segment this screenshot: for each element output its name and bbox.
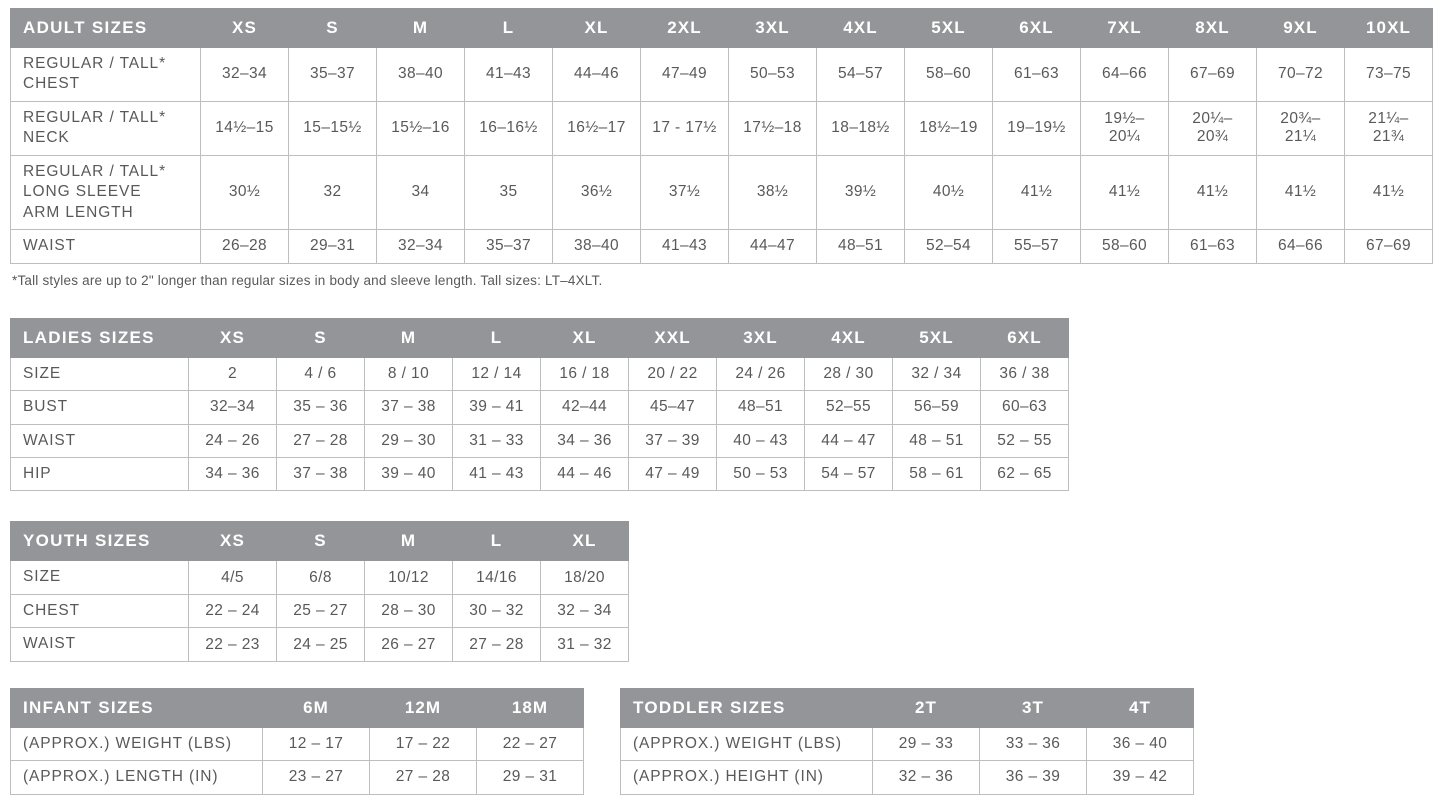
adult-cell-1-13: 21¼– 21¾ (1345, 101, 1433, 155)
youth-cell-1-4: 32 – 34 (541, 594, 629, 627)
adult-cell-2-5: 37½ (641, 155, 729, 229)
adult-col-9: 6XL (993, 9, 1081, 48)
youth-header-row (11, 522, 629, 561)
ladies-cell-0-1: 4 / 6 (277, 357, 365, 390)
ladies-cell-1-6: 48–51 (717, 391, 805, 424)
ladies-cell-3-0: 34 – 36 (189, 457, 277, 490)
ladies-col-1: S (277, 318, 365, 357)
youth-cell-2-4: 31 – 32 (541, 628, 629, 661)
ladies-cell-1-5: 45–47 (629, 391, 717, 424)
adult-cell-0-3: 41–43 (465, 48, 553, 102)
infant-toddler-row (10, 688, 1435, 795)
infant-cell-1-2: 29 – 31 (477, 761, 584, 794)
ladies-cell-1-0: 32–34 (189, 391, 277, 424)
infant-col-1: 12M (370, 688, 477, 727)
ladies-col-5: XXL (629, 318, 717, 357)
adult-header-row (11, 9, 1433, 48)
ladies-cell-0-3: 12 / 14 (453, 357, 541, 390)
adult-col-1: S (289, 9, 377, 48)
youth-cell-1-3: 30 – 32 (453, 594, 541, 627)
infant-col-2: 18M (477, 688, 584, 727)
ladies-cell-1-8: 56–59 (893, 391, 981, 424)
adult-col-10: 7XL (1081, 9, 1169, 48)
toddler-row-label-1: (APPROX.) HEIGHT (IN) (621, 761, 873, 794)
infant-cell-1-1: 27 – 28 (370, 761, 477, 794)
ladies-cell-0-6: 24 / 26 (717, 357, 805, 390)
infant-row-label-1: (APPROX.) LENGTH (IN) (11, 761, 263, 794)
adult-cell-1-3: 16–16½ (465, 101, 553, 155)
youth-cell-2-0: 22 – 23 (189, 628, 277, 661)
adult-tall-note: *Tall styles are up to 2" longer than regular sizes in body and sleeve length. Tall sizes: LT–4XLT. (12, 272, 603, 288)
ladies-cell-2-6: 40 – 43 (717, 424, 805, 457)
ladies-row-label-3: HIP (11, 457, 189, 490)
ladies-cell-1-9: 60–63 (981, 391, 1069, 424)
youth-col-4: XL (541, 522, 629, 561)
infant-sizes-table (10, 688, 584, 795)
adult-col-7: 4XL (817, 9, 905, 48)
adult-cell-3-13: 67–69 (1345, 230, 1433, 263)
infant-row-label-0: (APPROX.) WEIGHT (LBS) (11, 727, 263, 760)
ladies-cell-3-3: 41 – 43 (453, 457, 541, 490)
adult-col-0: XS (201, 9, 289, 48)
adult-cell-3-3: 35–37 (465, 230, 553, 263)
adult-cell-0-11: 67–69 (1169, 48, 1257, 102)
ladies-cell-3-4: 44 – 46 (541, 457, 629, 490)
ladies-cell-0-9: 36 / 38 (981, 357, 1069, 390)
ladies-cell-3-6: 50 – 53 (717, 457, 805, 490)
adult-cell-3-1: 29–31 (289, 230, 377, 263)
infant-header-row (11, 688, 584, 727)
ladies-cell-2-4: 34 – 36 (541, 424, 629, 457)
youth-row-label-0: SIZE (11, 561, 189, 594)
ladies-cell-3-7: 54 – 57 (805, 457, 893, 490)
toddler-row-label-0: (APPROX.) WEIGHT (LBS) (621, 727, 873, 760)
adult-cell-2-10: 41½ (1081, 155, 1169, 229)
toddler-header-row (621, 688, 1194, 727)
adult-col-13: 10XL (1345, 9, 1433, 48)
infant-cell-0-0: 12 – 17 (263, 727, 370, 760)
ladies-cell-3-8: 58 – 61 (893, 457, 981, 490)
ladies-cell-2-3: 31 – 33 (453, 424, 541, 457)
toddler-col-2: 4T (1087, 688, 1194, 727)
toddler-table-title: TODDLER SIZES (621, 688, 873, 727)
youth-cell-0-3: 14/16 (453, 561, 541, 594)
youth-row-label-2: WAIST (11, 628, 189, 661)
ladies-sizes-table (10, 318, 1069, 492)
adult-cell-3-9: 55–57 (993, 230, 1081, 263)
infant-table-title: INFANT SIZES (11, 688, 263, 727)
ladies-cell-1-3: 39 – 41 (453, 391, 541, 424)
adult-cell-1-2: 15½–16 (377, 101, 465, 155)
adult-cell-2-6: 38½ (729, 155, 817, 229)
adult-cell-3-5: 41–43 (641, 230, 729, 263)
ladies-cell-2-1: 27 – 28 (277, 424, 365, 457)
toddler-cell-0-1: 33 – 36 (980, 727, 1087, 760)
adult-cell-2-12: 41½ (1257, 155, 1345, 229)
adult-cell-2-2: 34 (377, 155, 465, 229)
ladies-cell-1-2: 37 – 38 (365, 391, 453, 424)
youth-table-title: YOUTH SIZES (11, 522, 189, 561)
adult-cell-2-13: 41½ (1345, 155, 1433, 229)
adult-cell-3-4: 38–40 (553, 230, 641, 263)
adult-cell-1-11: 20¼– 20¾ (1169, 101, 1257, 155)
adult-cell-1-7: 18–18½ (817, 101, 905, 155)
adult-cell-1-5: 17 - 17½ (641, 101, 729, 155)
adult-cell-0-1: 35–37 (289, 48, 377, 102)
infant-col-0: 6M (263, 688, 370, 727)
infant-cell-0-1: 17 – 22 (370, 727, 477, 760)
adult-cell-1-8: 18½–19 (905, 101, 993, 155)
ladies-cell-0-8: 32 / 34 (893, 357, 981, 390)
adult-cell-2-11: 41½ (1169, 155, 1257, 229)
adult-cell-3-10: 58–60 (1081, 230, 1169, 263)
adult-cell-3-12: 64–66 (1257, 230, 1345, 263)
youth-cell-0-1: 6/8 (277, 561, 365, 594)
table-row (11, 761, 584, 794)
ladies-cell-3-2: 39 – 40 (365, 457, 453, 490)
adult-col-3: L (465, 9, 553, 48)
ladies-cell-1-1: 35 – 36 (277, 391, 365, 424)
adult-cell-0-6: 50–53 (729, 48, 817, 102)
youth-cell-0-4: 18/20 (541, 561, 629, 594)
table-row (11, 391, 1069, 424)
adult-col-5: 2XL (641, 9, 729, 48)
ladies-cell-2-8: 48 – 51 (893, 424, 981, 457)
adult-cell-3-0: 26–28 (201, 230, 289, 263)
adult-cell-0-5: 47–49 (641, 48, 729, 102)
adult-col-2: M (377, 9, 465, 48)
ladies-col-6: 3XL (717, 318, 805, 357)
adult-col-11: 8XL (1169, 9, 1257, 48)
ladies-col-7: 4XL (805, 318, 893, 357)
toddler-cell-1-0: 32 – 36 (873, 761, 980, 794)
infant-cell-0-2: 22 – 27 (477, 727, 584, 760)
adult-col-6: 3XL (729, 9, 817, 48)
table-row (11, 101, 1433, 155)
adult-cell-2-0: 30½ (201, 155, 289, 229)
table-row (11, 727, 584, 760)
adult-cell-2-4: 36½ (553, 155, 641, 229)
youth-cell-2-3: 27 – 28 (453, 628, 541, 661)
ladies-cell-1-7: 52–55 (805, 391, 893, 424)
adult-cell-0-4: 44–46 (553, 48, 641, 102)
ladies-cell-2-9: 52 – 55 (981, 424, 1069, 457)
table-row (11, 561, 629, 594)
ladies-cell-0-0: 2 (189, 357, 277, 390)
ladies-cell-2-7: 44 – 47 (805, 424, 893, 457)
adult-cell-1-10: 19½– 20¼ (1081, 101, 1169, 155)
ladies-header-row (11, 318, 1069, 357)
adult-cell-0-8: 58–60 (905, 48, 993, 102)
ladies-cell-2-5: 37 – 39 (629, 424, 717, 457)
adult-cell-0-2: 38–40 (377, 48, 465, 102)
adult-table-title: ADULT SIZES (11, 9, 201, 48)
youth-cell-0-2: 10/12 (365, 561, 453, 594)
table-row (11, 628, 629, 661)
table-row (621, 761, 1194, 794)
adult-col-12: 9XL (1257, 9, 1345, 48)
ladies-cell-2-2: 29 – 30 (365, 424, 453, 457)
adult-cell-2-3: 35 (465, 155, 553, 229)
ladies-cell-2-0: 24 – 26 (189, 424, 277, 457)
adult-cell-0-13: 73–75 (1345, 48, 1433, 102)
adult-cell-0-0: 32–34 (201, 48, 289, 102)
table-row (11, 230, 1433, 263)
adult-row-label-3: WAIST (11, 230, 201, 263)
adult-row-label-1: REGULAR / TALL* NECK (11, 101, 201, 155)
ladies-col-9: 6XL (981, 318, 1069, 357)
adult-cell-1-12: 20¾– 21¼ (1257, 101, 1345, 155)
ladies-row-label-2: WAIST (11, 424, 189, 457)
youth-col-1: S (277, 522, 365, 561)
toddler-cell-0-2: 36 – 40 (1087, 727, 1194, 760)
youth-cell-1-2: 28 – 30 (365, 594, 453, 627)
ladies-cell-0-7: 28 / 30 (805, 357, 893, 390)
adult-cell-0-9: 61–63 (993, 48, 1081, 102)
adult-sizes-table (10, 8, 1433, 264)
adult-row-label-2: REGULAR / TALL* LONG SLEEVE ARM LENGTH (11, 155, 201, 229)
youth-cell-1-0: 22 – 24 (189, 594, 277, 627)
adult-cell-2-8: 40½ (905, 155, 993, 229)
adult-cell-0-12: 70–72 (1257, 48, 1345, 102)
youth-cell-0-0: 4/5 (189, 561, 277, 594)
ladies-col-2: M (365, 318, 453, 357)
ladies-cell-1-4: 42–44 (541, 391, 629, 424)
adult-cell-3-2: 32–34 (377, 230, 465, 263)
ladies-cell-3-5: 47 – 49 (629, 457, 717, 490)
table-row (11, 424, 1069, 457)
ladies-cell-3-1: 37 – 38 (277, 457, 365, 490)
ladies-row-label-1: BUST (11, 391, 189, 424)
adult-cell-3-7: 48–51 (817, 230, 905, 263)
adult-cell-0-7: 54–57 (817, 48, 905, 102)
ladies-cell-0-5: 20 / 22 (629, 357, 717, 390)
table-row (11, 48, 1433, 102)
infant-cell-1-0: 23 – 27 (263, 761, 370, 794)
ladies-col-3: L (453, 318, 541, 357)
youth-cell-1-1: 25 – 27 (277, 594, 365, 627)
table-row (621, 727, 1194, 760)
adult-cell-2-7: 39½ (817, 155, 905, 229)
adult-cell-1-6: 17½–18 (729, 101, 817, 155)
table-row (11, 457, 1069, 490)
toddler-col-1: 3T (980, 688, 1087, 727)
toddler-cell-1-2: 39 – 42 (1087, 761, 1194, 794)
ladies-col-8: 5XL (893, 318, 981, 357)
adult-cell-1-1: 15–15½ (289, 101, 377, 155)
table-row (11, 155, 1433, 229)
adult-cell-1-9: 19–19½ (993, 101, 1081, 155)
youth-cell-2-1: 24 – 25 (277, 628, 365, 661)
adult-cell-2-9: 41½ (993, 155, 1081, 229)
youth-col-3: L (453, 522, 541, 561)
ladies-table-title: LADIES SIZES (11, 318, 189, 357)
adult-row-label-0: REGULAR / TALL* CHEST (11, 48, 201, 102)
adult-cell-3-8: 52–54 (905, 230, 993, 263)
youth-sizes-table (10, 521, 629, 661)
toddler-col-0: 2T (873, 688, 980, 727)
ladies-cell-3-9: 62 – 65 (981, 457, 1069, 490)
ladies-col-4: XL (541, 318, 629, 357)
adult-col-8: 5XL (905, 9, 993, 48)
ladies-col-0: XS (189, 318, 277, 357)
youth-col-2: M (365, 522, 453, 561)
ladies-cell-0-2: 8 / 10 (365, 357, 453, 390)
ladies-cell-0-4: 16 / 18 (541, 357, 629, 390)
table-row (11, 357, 1069, 390)
adult-cell-1-0: 14½–15 (201, 101, 289, 155)
adult-cell-3-6: 44–47 (729, 230, 817, 263)
table-row (11, 594, 629, 627)
toddler-sizes-table (620, 688, 1194, 795)
youth-cell-2-2: 26 – 27 (365, 628, 453, 661)
adult-col-4: XL (553, 9, 641, 48)
youth-col-0: XS (189, 522, 277, 561)
youth-row-label-1: CHEST (11, 594, 189, 627)
adult-cell-1-4: 16½–17 (553, 101, 641, 155)
adult-cell-0-10: 64–66 (1081, 48, 1169, 102)
adult-cell-2-1: 32 (289, 155, 377, 229)
adult-cell-3-11: 61–63 (1169, 230, 1257, 263)
ladies-row-label-0: SIZE (11, 357, 189, 390)
toddler-cell-0-0: 29 – 33 (873, 727, 980, 760)
toddler-cell-1-1: 36 – 39 (980, 761, 1087, 794)
